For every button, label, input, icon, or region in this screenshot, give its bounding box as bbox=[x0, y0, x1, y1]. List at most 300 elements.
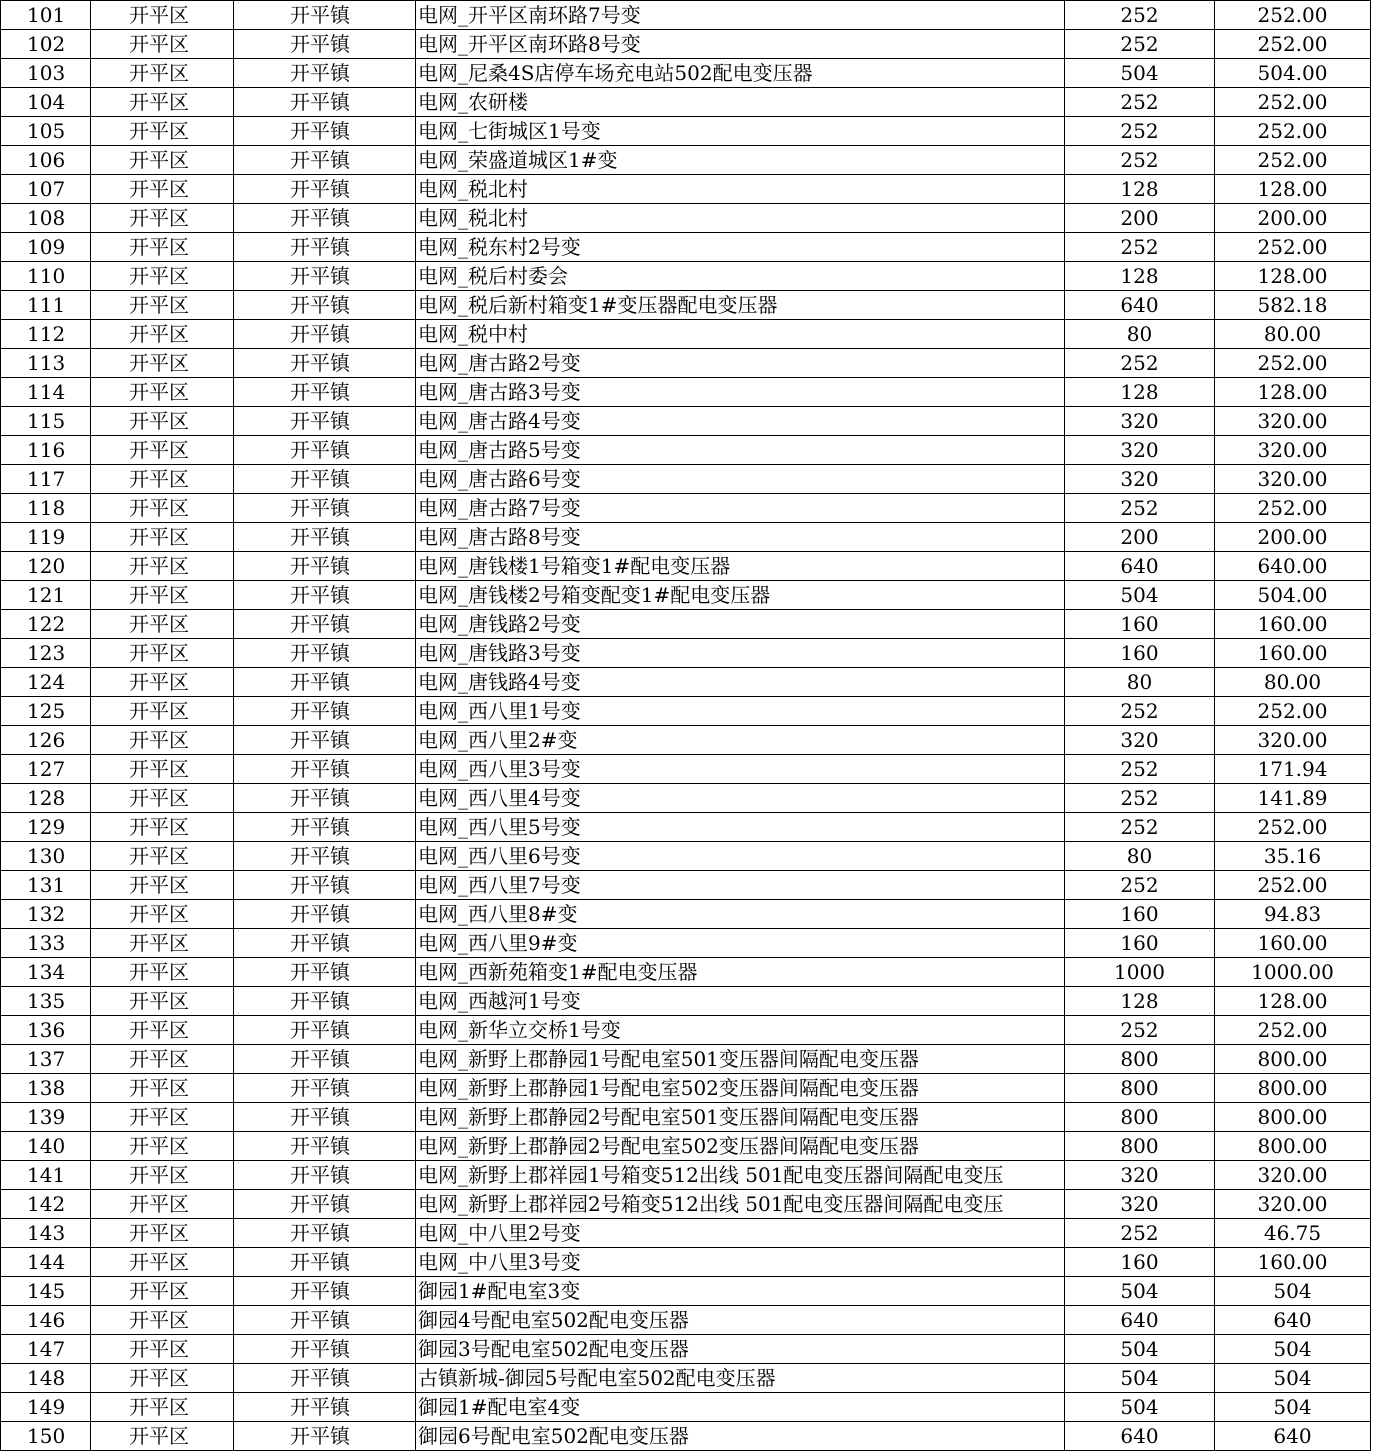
town-cell: 开平镇 bbox=[234, 784, 416, 813]
transformer-name-cell: 御园4号配电室502配电变压器 bbox=[416, 1306, 1065, 1335]
transformer-name-cell: 电网_新野上郡祥园1号箱变512出线 501配电变压器间隔配电变压 bbox=[416, 1161, 1065, 1190]
transformer-name-cell: 御园3号配电室502配电变压器 bbox=[416, 1335, 1065, 1364]
row-number-cell: 144 bbox=[1, 1248, 91, 1277]
town-cell: 开平镇 bbox=[234, 436, 416, 465]
load-cell: 94.83 bbox=[1215, 900, 1371, 929]
load-cell: 582.18 bbox=[1215, 291, 1371, 320]
town-cell: 开平镇 bbox=[234, 1335, 416, 1364]
town-cell: 开平镇 bbox=[234, 900, 416, 929]
district-cell: 开平区 bbox=[91, 1335, 234, 1364]
load-cell: 320.00 bbox=[1215, 726, 1371, 755]
town-cell: 开平镇 bbox=[234, 755, 416, 784]
district-cell: 开平区 bbox=[91, 1, 234, 30]
row-number-cell: 102 bbox=[1, 30, 91, 59]
row-number-cell: 121 bbox=[1, 581, 91, 610]
town-cell: 开平镇 bbox=[234, 1219, 416, 1248]
town-cell: 开平镇 bbox=[234, 1, 416, 30]
capacity-cell: 128 bbox=[1065, 262, 1215, 291]
transformer-name-cell: 电网_唐古路7号变 bbox=[416, 494, 1065, 523]
load-cell: 504.00 bbox=[1215, 581, 1371, 610]
row-number-cell: 143 bbox=[1, 1219, 91, 1248]
row-number-cell: 133 bbox=[1, 929, 91, 958]
town-cell: 开平镇 bbox=[234, 929, 416, 958]
transformer-name-cell: 电网_税后新村箱变1#变压器配电变压器 bbox=[416, 291, 1065, 320]
district-cell: 开平区 bbox=[91, 1306, 234, 1335]
district-cell: 开平区 bbox=[91, 581, 234, 610]
district-cell: 开平区 bbox=[91, 262, 234, 291]
table-row bbox=[1, 1335, 1371, 1364]
load-cell: 800.00 bbox=[1215, 1132, 1371, 1161]
town-cell: 开平镇 bbox=[234, 204, 416, 233]
town-cell: 开平镇 bbox=[234, 871, 416, 900]
district-cell: 开平区 bbox=[91, 639, 234, 668]
district-cell: 开平区 bbox=[91, 1103, 234, 1132]
transformer-name-cell: 电网_唐古路6号变 bbox=[416, 465, 1065, 494]
table-row bbox=[1, 668, 1371, 697]
row-number-cell: 140 bbox=[1, 1132, 91, 1161]
capacity-cell: 800 bbox=[1065, 1045, 1215, 1074]
town-cell: 开平镇 bbox=[234, 842, 416, 871]
table-row bbox=[1, 233, 1371, 262]
row-number-cell: 134 bbox=[1, 958, 91, 987]
row-number-cell: 139 bbox=[1, 1103, 91, 1132]
district-cell: 开平区 bbox=[91, 320, 234, 349]
capacity-cell: 80 bbox=[1065, 842, 1215, 871]
load-cell: 252.00 bbox=[1215, 1, 1371, 30]
capacity-cell: 252 bbox=[1065, 697, 1215, 726]
district-cell: 开平区 bbox=[91, 59, 234, 88]
load-cell: 252.00 bbox=[1215, 813, 1371, 842]
row-number-cell: 122 bbox=[1, 610, 91, 639]
district-cell: 开平区 bbox=[91, 175, 234, 204]
transformer-name-cell: 电网_新野上郡静园1号配电室502变压器间隔配电变压器 bbox=[416, 1074, 1065, 1103]
table-row bbox=[1, 407, 1371, 436]
transformer-name-cell: 电网_唐古路5号变 bbox=[416, 436, 1065, 465]
table-row bbox=[1, 1161, 1371, 1190]
town-cell: 开平镇 bbox=[234, 88, 416, 117]
load-cell: 200.00 bbox=[1215, 204, 1371, 233]
row-number-cell: 132 bbox=[1, 900, 91, 929]
transformer-name-cell: 古镇新城-御园5号配电室502配电变压器 bbox=[416, 1364, 1065, 1393]
transformer-name-cell: 电网_中八里3号变 bbox=[416, 1248, 1065, 1277]
row-number-cell: 128 bbox=[1, 784, 91, 813]
town-cell: 开平镇 bbox=[234, 987, 416, 1016]
transformer-name-cell: 电网_唐钱楼1号箱变1#配电变压器 bbox=[416, 552, 1065, 581]
town-cell: 开平镇 bbox=[234, 668, 416, 697]
district-cell: 开平区 bbox=[91, 349, 234, 378]
transformer-name-cell: 电网_西八里9#变 bbox=[416, 929, 1065, 958]
transformer-name-cell: 电网_中八里2号变 bbox=[416, 1219, 1065, 1248]
table-row bbox=[1, 1393, 1371, 1422]
town-cell: 开平镇 bbox=[234, 1074, 416, 1103]
capacity-cell: 160 bbox=[1065, 610, 1215, 639]
town-cell: 开平镇 bbox=[234, 1103, 416, 1132]
table-row bbox=[1, 871, 1371, 900]
town-cell: 开平镇 bbox=[234, 1393, 416, 1422]
capacity-cell: 160 bbox=[1065, 929, 1215, 958]
row-number-cell: 117 bbox=[1, 465, 91, 494]
load-cell: 128.00 bbox=[1215, 987, 1371, 1016]
town-cell: 开平镇 bbox=[234, 1364, 416, 1393]
row-number-cell: 105 bbox=[1, 117, 91, 146]
row-number-cell: 103 bbox=[1, 59, 91, 88]
load-cell: 46.75 bbox=[1215, 1219, 1371, 1248]
row-number-cell: 118 bbox=[1, 494, 91, 523]
load-cell: 80.00 bbox=[1215, 668, 1371, 697]
table-row bbox=[1, 523, 1371, 552]
table-row bbox=[1, 726, 1371, 755]
town-cell: 开平镇 bbox=[234, 1248, 416, 1277]
district-cell: 开平区 bbox=[91, 552, 234, 581]
district-cell: 开平区 bbox=[91, 291, 234, 320]
capacity-cell: 200 bbox=[1065, 204, 1215, 233]
capacity-cell: 252 bbox=[1065, 349, 1215, 378]
capacity-cell: 252 bbox=[1065, 88, 1215, 117]
town-cell: 开平镇 bbox=[234, 1045, 416, 1074]
table-body bbox=[1, 1, 1371, 1451]
load-cell: 252.00 bbox=[1215, 697, 1371, 726]
table-row bbox=[1, 494, 1371, 523]
capacity-cell: 252 bbox=[1065, 871, 1215, 900]
capacity-cell: 504 bbox=[1065, 581, 1215, 610]
row-number-cell: 127 bbox=[1, 755, 91, 784]
transformer-name-cell: 电网_西八里5号变 bbox=[416, 813, 1065, 842]
capacity-cell: 320 bbox=[1065, 407, 1215, 436]
district-cell: 开平区 bbox=[91, 146, 234, 175]
table-row bbox=[1, 1, 1371, 30]
row-number-cell: 149 bbox=[1, 1393, 91, 1422]
table-row bbox=[1, 262, 1371, 291]
table-row bbox=[1, 958, 1371, 987]
district-cell: 开平区 bbox=[91, 668, 234, 697]
transformer-name-cell: 电网_新野上郡静园1号配电室501变压器间隔配电变压器 bbox=[416, 1045, 1065, 1074]
transformer-name-cell: 电网_七街城区1号变 bbox=[416, 117, 1065, 146]
transformer-name-cell: 电网_尼桑4S店停车场充电站502配电变压器 bbox=[416, 59, 1065, 88]
capacity-cell: 320 bbox=[1065, 726, 1215, 755]
town-cell: 开平镇 bbox=[234, 1161, 416, 1190]
table-row bbox=[1, 784, 1371, 813]
table-row bbox=[1, 1016, 1371, 1045]
load-cell: 160.00 bbox=[1215, 639, 1371, 668]
row-number-cell: 137 bbox=[1, 1045, 91, 1074]
district-cell: 开平区 bbox=[91, 697, 234, 726]
table-row bbox=[1, 378, 1371, 407]
town-cell: 开平镇 bbox=[234, 378, 416, 407]
row-number-cell: 136 bbox=[1, 1016, 91, 1045]
town-cell: 开平镇 bbox=[234, 117, 416, 146]
table-row bbox=[1, 349, 1371, 378]
transformer-name-cell: 御园6号配电室502配电变压器 bbox=[416, 1422, 1065, 1451]
district-cell: 开平区 bbox=[91, 1219, 234, 1248]
load-cell: 252.00 bbox=[1215, 349, 1371, 378]
transformer-name-cell: 电网_西新苑箱变1#配电变压器 bbox=[416, 958, 1065, 987]
load-cell: 640.00 bbox=[1215, 552, 1371, 581]
row-number-cell: 104 bbox=[1, 88, 91, 117]
table-row bbox=[1, 610, 1371, 639]
row-number-cell: 130 bbox=[1, 842, 91, 871]
district-cell: 开平区 bbox=[91, 842, 234, 871]
row-number-cell: 145 bbox=[1, 1277, 91, 1306]
district-cell: 开平区 bbox=[91, 117, 234, 146]
table-row bbox=[1, 1219, 1371, 1248]
load-cell: 320.00 bbox=[1215, 1161, 1371, 1190]
capacity-cell: 640 bbox=[1065, 291, 1215, 320]
load-cell: 320.00 bbox=[1215, 407, 1371, 436]
load-cell: 800.00 bbox=[1215, 1045, 1371, 1074]
transformer-name-cell: 电网_西八里2#变 bbox=[416, 726, 1065, 755]
transformer-name-cell: 电网_农研楼 bbox=[416, 88, 1065, 117]
row-number-cell: 115 bbox=[1, 407, 91, 436]
town-cell: 开平镇 bbox=[234, 610, 416, 639]
transformer-name-cell: 电网_税中村 bbox=[416, 320, 1065, 349]
load-cell: 504 bbox=[1215, 1277, 1371, 1306]
row-number-cell: 114 bbox=[1, 378, 91, 407]
capacity-cell: 320 bbox=[1065, 465, 1215, 494]
row-number-cell: 119 bbox=[1, 523, 91, 552]
table-row bbox=[1, 900, 1371, 929]
district-cell: 开平区 bbox=[91, 958, 234, 987]
load-cell: 200.00 bbox=[1215, 523, 1371, 552]
row-number-cell: 108 bbox=[1, 204, 91, 233]
table-row bbox=[1, 1132, 1371, 1161]
table-row bbox=[1, 1277, 1371, 1306]
district-cell: 开平区 bbox=[91, 465, 234, 494]
row-number-cell: 112 bbox=[1, 320, 91, 349]
load-cell: 640 bbox=[1215, 1422, 1371, 1451]
transformer-name-cell: 电网_西八里3号变 bbox=[416, 755, 1065, 784]
capacity-cell: 252 bbox=[1065, 117, 1215, 146]
capacity-cell: 160 bbox=[1065, 900, 1215, 929]
load-cell: 35.16 bbox=[1215, 842, 1371, 871]
capacity-cell: 128 bbox=[1065, 378, 1215, 407]
town-cell: 开平镇 bbox=[234, 958, 416, 987]
row-number-cell: 142 bbox=[1, 1190, 91, 1219]
capacity-cell: 200 bbox=[1065, 523, 1215, 552]
town-cell: 开平镇 bbox=[234, 59, 416, 88]
district-cell: 开平区 bbox=[91, 1016, 234, 1045]
table-row bbox=[1, 1045, 1371, 1074]
load-cell: 128.00 bbox=[1215, 175, 1371, 204]
load-cell: 171.94 bbox=[1215, 755, 1371, 784]
capacity-cell: 320 bbox=[1065, 1161, 1215, 1190]
district-cell: 开平区 bbox=[91, 1132, 234, 1161]
district-cell: 开平区 bbox=[91, 378, 234, 407]
row-number-cell: 131 bbox=[1, 871, 91, 900]
transformer-name-cell: 电网_唐古路8号变 bbox=[416, 523, 1065, 552]
capacity-cell: 80 bbox=[1065, 320, 1215, 349]
town-cell: 开平镇 bbox=[234, 494, 416, 523]
load-cell: 504 bbox=[1215, 1364, 1371, 1393]
transformer-name-cell: 电网_唐钱路2号变 bbox=[416, 610, 1065, 639]
town-cell: 开平镇 bbox=[234, 726, 416, 755]
district-cell: 开平区 bbox=[91, 407, 234, 436]
row-number-cell: 138 bbox=[1, 1074, 91, 1103]
district-cell: 开平区 bbox=[91, 755, 234, 784]
row-number-cell: 141 bbox=[1, 1161, 91, 1190]
district-cell: 开平区 bbox=[91, 726, 234, 755]
table-row bbox=[1, 1074, 1371, 1103]
capacity-cell: 504 bbox=[1065, 1364, 1215, 1393]
load-cell: 640 bbox=[1215, 1306, 1371, 1335]
load-cell: 252.00 bbox=[1215, 1016, 1371, 1045]
capacity-cell: 504 bbox=[1065, 1277, 1215, 1306]
district-cell: 开平区 bbox=[91, 204, 234, 233]
town-cell: 开平镇 bbox=[234, 813, 416, 842]
table-row bbox=[1, 320, 1371, 349]
transformer-name-cell: 电网_唐古路3号变 bbox=[416, 378, 1065, 407]
capacity-cell: 504 bbox=[1065, 1335, 1215, 1364]
district-cell: 开平区 bbox=[91, 1277, 234, 1306]
transformer-name-cell: 电网_唐钱路3号变 bbox=[416, 639, 1065, 668]
table-row bbox=[1, 929, 1371, 958]
load-cell: 252.00 bbox=[1215, 494, 1371, 523]
capacity-cell: 800 bbox=[1065, 1074, 1215, 1103]
capacity-cell: 640 bbox=[1065, 1422, 1215, 1451]
transformer-name-cell: 御园1#配电室4变 bbox=[416, 1393, 1065, 1422]
district-cell: 开平区 bbox=[91, 1190, 234, 1219]
capacity-cell: 800 bbox=[1065, 1103, 1215, 1132]
row-number-cell: 124 bbox=[1, 668, 91, 697]
load-cell: 320.00 bbox=[1215, 1190, 1371, 1219]
district-cell: 开平区 bbox=[91, 1422, 234, 1451]
transformer-name-cell: 御园1#配电室3变 bbox=[416, 1277, 1065, 1306]
capacity-cell: 160 bbox=[1065, 639, 1215, 668]
table-row bbox=[1, 117, 1371, 146]
town-cell: 开平镇 bbox=[234, 146, 416, 175]
table-row bbox=[1, 1190, 1371, 1219]
table-row bbox=[1, 639, 1371, 668]
capacity-cell: 252 bbox=[1065, 1016, 1215, 1045]
capacity-cell: 80 bbox=[1065, 668, 1215, 697]
table-row bbox=[1, 581, 1371, 610]
row-number-cell: 107 bbox=[1, 175, 91, 204]
transformer-name-cell: 电网_西越河1号变 bbox=[416, 987, 1065, 1016]
town-cell: 开平镇 bbox=[234, 523, 416, 552]
load-cell: 252.00 bbox=[1215, 30, 1371, 59]
table-row bbox=[1, 987, 1371, 1016]
table-row bbox=[1, 436, 1371, 465]
table-row bbox=[1, 1103, 1371, 1132]
table-row bbox=[1, 291, 1371, 320]
load-cell: 141.89 bbox=[1215, 784, 1371, 813]
transformer-name-cell: 电网_税后村委会 bbox=[416, 262, 1065, 291]
table-row bbox=[1, 146, 1371, 175]
capacity-cell: 252 bbox=[1065, 755, 1215, 784]
capacity-cell: 640 bbox=[1065, 1306, 1215, 1335]
town-cell: 开平镇 bbox=[234, 407, 416, 436]
load-cell: 252.00 bbox=[1215, 117, 1371, 146]
load-cell: 160.00 bbox=[1215, 1248, 1371, 1277]
district-cell: 开平区 bbox=[91, 88, 234, 117]
load-cell: 252.00 bbox=[1215, 146, 1371, 175]
transformer-name-cell: 电网_新野上郡祥园2号箱变512出线 501配电变压器间隔配电变压 bbox=[416, 1190, 1065, 1219]
table-row bbox=[1, 552, 1371, 581]
load-cell: 80.00 bbox=[1215, 320, 1371, 349]
load-cell: 504.00 bbox=[1215, 59, 1371, 88]
transformer-name-cell: 电网_唐钱路4号变 bbox=[416, 668, 1065, 697]
table-row bbox=[1, 59, 1371, 88]
table-row bbox=[1, 1248, 1371, 1277]
row-number-cell: 101 bbox=[1, 1, 91, 30]
row-number-cell: 111 bbox=[1, 291, 91, 320]
transformer-name-cell: 电网_唐古路4号变 bbox=[416, 407, 1065, 436]
row-number-cell: 150 bbox=[1, 1422, 91, 1451]
transformer-name-cell: 电网_开平区南环路7号变 bbox=[416, 1, 1065, 30]
capacity-cell: 252 bbox=[1065, 146, 1215, 175]
capacity-cell: 252 bbox=[1065, 30, 1215, 59]
table-row bbox=[1, 1306, 1371, 1335]
row-number-cell: 109 bbox=[1, 233, 91, 262]
district-cell: 开平区 bbox=[91, 1393, 234, 1422]
district-cell: 开平区 bbox=[91, 1364, 234, 1393]
transformer-name-cell: 电网_西八里1号变 bbox=[416, 697, 1065, 726]
transformer-name-cell: 电网_西八里7号变 bbox=[416, 871, 1065, 900]
district-cell: 开平区 bbox=[91, 929, 234, 958]
table-row bbox=[1, 1364, 1371, 1393]
row-number-cell: 125 bbox=[1, 697, 91, 726]
load-cell: 252.00 bbox=[1215, 88, 1371, 117]
capacity-cell: 252 bbox=[1065, 494, 1215, 523]
row-number-cell: 106 bbox=[1, 146, 91, 175]
table-row bbox=[1, 204, 1371, 233]
table-row bbox=[1, 30, 1371, 59]
capacity-cell: 128 bbox=[1065, 987, 1215, 1016]
load-cell: 252.00 bbox=[1215, 233, 1371, 262]
capacity-cell: 640 bbox=[1065, 552, 1215, 581]
transformer-name-cell: 电网_新野上郡静园2号配电室502变压器间隔配电变压器 bbox=[416, 1132, 1065, 1161]
load-cell: 160.00 bbox=[1215, 610, 1371, 639]
load-cell: 800.00 bbox=[1215, 1074, 1371, 1103]
town-cell: 开平镇 bbox=[234, 1306, 416, 1335]
load-cell: 252.00 bbox=[1215, 871, 1371, 900]
table-row bbox=[1, 175, 1371, 204]
district-cell: 开平区 bbox=[91, 523, 234, 552]
load-cell: 160.00 bbox=[1215, 929, 1371, 958]
load-cell: 504 bbox=[1215, 1393, 1371, 1422]
row-number-cell: 113 bbox=[1, 349, 91, 378]
capacity-cell: 252 bbox=[1065, 1, 1215, 30]
table-row bbox=[1, 465, 1371, 494]
town-cell: 开平镇 bbox=[234, 1422, 416, 1451]
transformer-name-cell: 电网_税东村2号变 bbox=[416, 233, 1065, 262]
transformer-name-cell: 电网_唐钱楼2号箱变配变1#配电变压器 bbox=[416, 581, 1065, 610]
transformer-name-cell: 电网_税北村 bbox=[416, 204, 1065, 233]
town-cell: 开平镇 bbox=[234, 465, 416, 494]
capacity-cell: 504 bbox=[1065, 59, 1215, 88]
district-cell: 开平区 bbox=[91, 494, 234, 523]
row-number-cell: 147 bbox=[1, 1335, 91, 1364]
load-cell: 320.00 bbox=[1215, 465, 1371, 494]
district-cell: 开平区 bbox=[91, 610, 234, 639]
transformer-name-cell: 电网_税北村 bbox=[416, 175, 1065, 204]
town-cell: 开平镇 bbox=[234, 291, 416, 320]
capacity-cell: 252 bbox=[1065, 233, 1215, 262]
district-cell: 开平区 bbox=[91, 1161, 234, 1190]
capacity-cell: 252 bbox=[1065, 1219, 1215, 1248]
town-cell: 开平镇 bbox=[234, 30, 416, 59]
district-cell: 开平区 bbox=[91, 233, 234, 262]
table-row bbox=[1, 1422, 1371, 1451]
town-cell: 开平镇 bbox=[234, 639, 416, 668]
town-cell: 开平镇 bbox=[234, 1016, 416, 1045]
capacity-cell: 128 bbox=[1065, 175, 1215, 204]
district-cell: 开平区 bbox=[91, 436, 234, 465]
row-number-cell: 110 bbox=[1, 262, 91, 291]
transformer-name-cell: 电网_新华立交桥1号变 bbox=[416, 1016, 1065, 1045]
district-cell: 开平区 bbox=[91, 1074, 234, 1103]
load-cell: 1000.00 bbox=[1215, 958, 1371, 987]
capacity-cell: 504 bbox=[1065, 1393, 1215, 1422]
